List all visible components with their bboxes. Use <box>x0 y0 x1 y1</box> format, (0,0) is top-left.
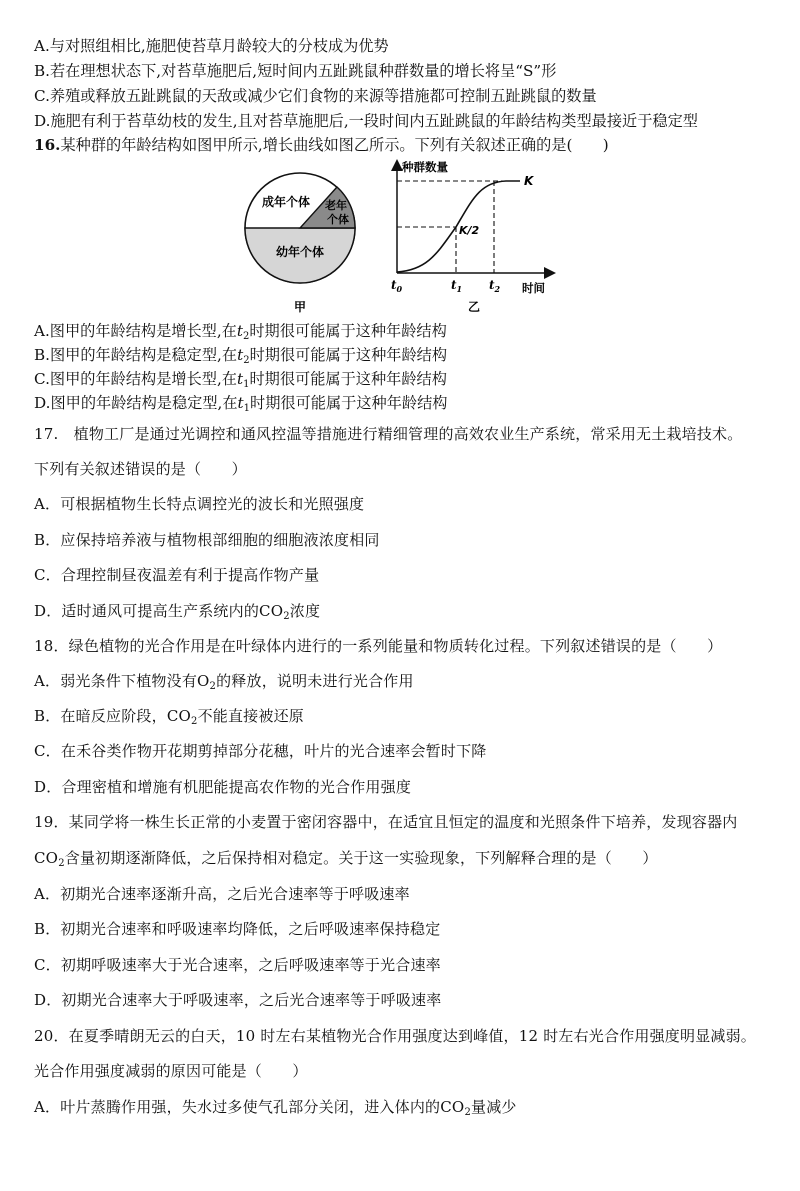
q16-option-b: B.图甲的年龄结构是稳定型,在$t_2$时期很可能属于这种年龄结构 <box>34 346 447 366</box>
k2-label: K/2 <box>459 224 480 237</box>
pie-label-old-1: 老年 <box>325 199 347 212</box>
q18-option-a: A．弱光条件下植物没有$O_2$的释放，说明未进行光合作用 <box>34 672 414 692</box>
option-b: B.若在理想状态下,对苔草施肥后,短时间内五趾跳鼠种群数量的增长将呈“S”形 <box>34 62 557 80</box>
k-label: K <box>524 174 534 188</box>
q19-option-d: D．初期光合速率大于呼吸速率，之后光合速率等于呼吸速率 <box>34 991 442 1009</box>
q19-stem-1: 19．某同学将一株生长正常的小麦置于密闭容器中，在适宜且恒定的温度和光照条件下培养，发现容器内 <box>34 813 738 831</box>
q18-option-c: C．在禾谷类作物开花期剪掉部分花穗，叶片的光合速率会暂时下降 <box>34 742 487 760</box>
pie-label-old-2: 个体 <box>327 213 349 226</box>
growth-curve-chart <box>391 160 553 314</box>
y-axis-label: 种群数量 <box>402 160 448 174</box>
q19-option-a: A．初期光合速率逐渐升高，之后光合速率等于呼吸速率 <box>34 885 410 903</box>
t1-label: $t_1$ <box>451 278 463 294</box>
q19-option-b: B．初期光合速率和呼吸速率均降低，之后呼吸速率保持稳定 <box>34 920 441 938</box>
q17-stem-2: 下列有关叙述错误的是（ ） <box>34 460 247 478</box>
q19-stem-2: $CO_2$含量初期逐渐降低，之后保持相对稳定。关于这一实验现象，下列解释合理的是（ ） <box>34 849 658 869</box>
q16-number: 16. <box>34 136 61 154</box>
curve-caption: 乙 <box>467 300 481 314</box>
x-axis-label: 时间 <box>522 281 545 295</box>
q16-option-c: C.图甲的年龄结构是增长型,在$t_1$时期很可能属于这种年龄结构 <box>34 370 447 390</box>
q16-option-a: A.图甲的年龄结构是增长型,在$t_2$时期很可能属于这种年龄结构 <box>34 322 447 342</box>
t0-label: $t_0$ <box>391 278 403 294</box>
option-a: A.与对照组相比,施肥使苔草月龄较大的分枝成为优势 <box>34 37 389 55</box>
q17-stem-1: 17. 植物工厂是通过光调控和通风控温等措施进行精细管理的高效农业生产系统，常采用无土栽培技术。 <box>34 425 743 443</box>
q18-stem: 18．绿色植物的光合作用是在叶绿体内进行的一系列能量和物质转化过程。下列叙述错误的是（ ） <box>34 637 723 655</box>
option-d: D.施肥有利于苔草幼枝的发生,且对苔草施肥后,一段时间内五趾跳鼠的年龄结构类型最接近于稳定型 <box>34 112 698 130</box>
option-c: C.养殖或释放五趾跳鼠的天敌或减少它们食物的来源等措施都可控制五趾跳鼠的数量 <box>34 87 597 105</box>
q17-option-c: C．合理控制昼夜温差有利于提高作物产量 <box>34 566 320 584</box>
q17-option-a: A．可根据植物生长特点调控光的波长和光照强度 <box>34 495 365 513</box>
q20-stem-2: 光合作用强度减弱的原因可能是（ ） <box>34 1062 308 1080</box>
q18-option-b: B．在暗反应阶段，$CO_2$不能直接被还原 <box>34 707 304 727</box>
q17-option-d: D．适时通风可提高生产系统内的$CO_2$浓度 <box>34 602 321 622</box>
pie-label-adult: 成年个体 <box>261 195 311 209</box>
q16-stem-text: 某种群的年龄结构如图甲所示,增长曲线如图乙所示。下列有关叙述正确的是( ) <box>60 136 609 154</box>
q17-option-b: B．应保持培养液与植物根部细胞的细胞液浓度相同 <box>34 531 380 549</box>
q20-stem-1: 20．在夏季晴朗无云的白天，10 时左右某植物光合作用强度达到峰值，12 时左右光合作用强度明显减弱。 <box>34 1027 757 1045</box>
q18-option-d: D．合理密植和增施有机肥能提高农作物的光合作用强度 <box>34 778 412 796</box>
q16-option-d: D.图甲的年龄结构是稳定型,在$t_1$时期很可能属于这种年龄结构 <box>34 394 448 414</box>
pie-caption: 甲 <box>293 300 307 314</box>
q20-option-a: A．叶片蒸腾作用强，失水过多使气孔部分关闭，进入体内的$CO_2$量减少 <box>34 1098 517 1118</box>
q19-option-c: C．初期呼吸速率大于光合速率，之后呼吸速率等于光合速率 <box>34 956 441 974</box>
age-structure-pie <box>245 173 355 314</box>
pie-label-young: 幼年个体 <box>275 245 325 259</box>
t2-label: $t_2$ <box>489 278 501 294</box>
